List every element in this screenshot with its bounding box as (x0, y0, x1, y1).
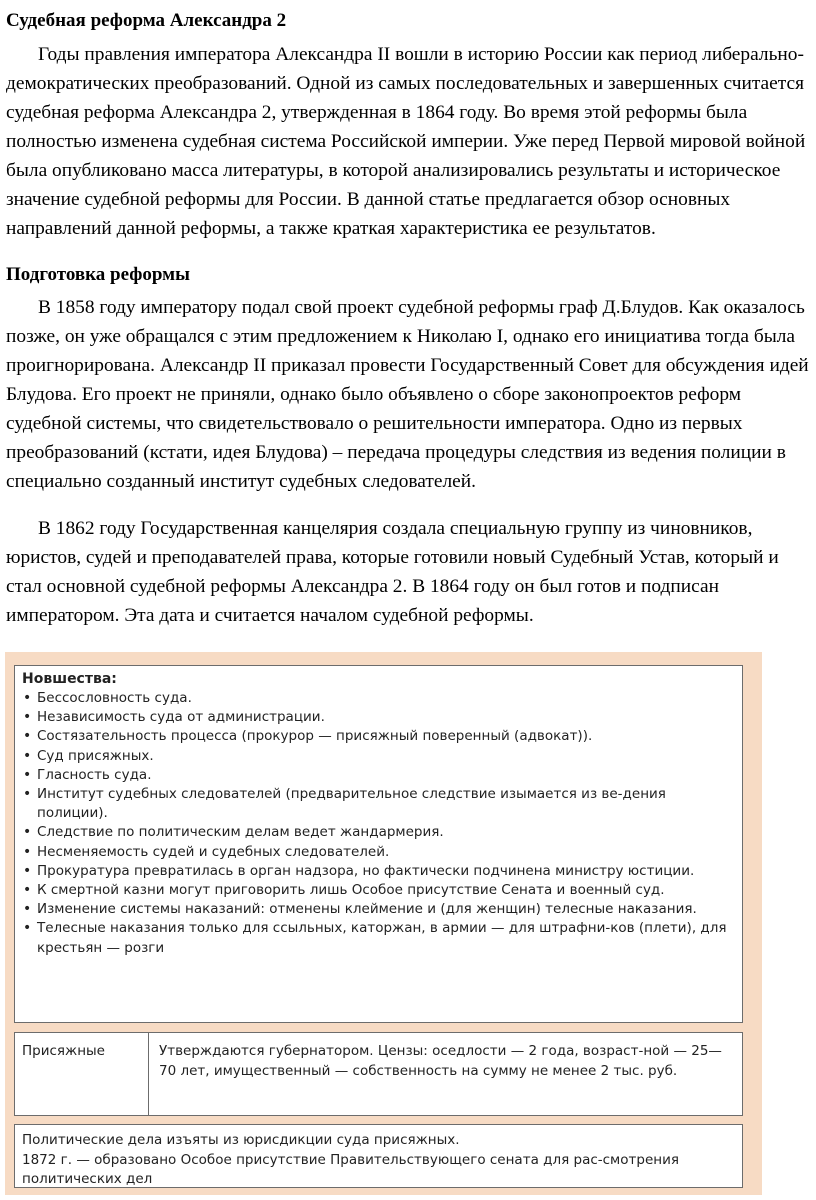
list-item: • Телесные наказания только для ссыльных, каторжан, в армии — для штрафни-ков (плети), для крестьян — розги (23, 919, 734, 957)
political-line-1: Политические дела изъяты из юрисдикции суда присяжных. (22, 1132, 460, 1148)
list-item: • Прокуратура превратилась в орган надзора, но фактически подчинена министру юстиции. (23, 862, 734, 881)
innovations-box (14, 665, 743, 1023)
list-item: • Состязательность процесса (прокурор — присяжный поверенный (адвокат)). (23, 727, 734, 746)
jurors-box (14, 1032, 743, 1116)
section-heading: Подготовка реформы (6, 264, 190, 285)
document-title: Судебная реформа Александра 2 (6, 10, 287, 31)
jurors-label: Присяжные (15, 1033, 149, 1115)
innovations-title: Новшества: (22, 671, 117, 687)
paragraph-1858: В 1858 году императору подал свой проект судебной реформы граф Д.Блудов. Как оказалось позже, он уже обращался с этим предложением к Николаю I, однако его инициатива тогда была проигнорирована. Александр II приказал провести Государственный Совет для обсуждения идей Блудова. Его проект не приняли, однако было объявлено о сборе законопроектов реформ судебной системы, что свидетельствовало о решительности императора. Одно из первых преобразований (кстати, идея Блудова) – передача процедуры следствия из ведения полиции в специально созданный институт судебных следователей. (6, 297, 809, 492)
list-item: • Несменяемость судей и судебных следователей. (23, 843, 734, 862)
intro-paragraph: Годы правления императора Александра II вошли в историю России как период либерально-демократических преобразований. Одной из самых последовательных и завершенных считается судебная реформа Александра 2, утвержденная в 1864 году. Во время этой реформы была полностью изменена судебная система Российской империи. Уже перед Первой мировой войной была опубликовано масса литературы, в которой анализировались результаты и историческое значение судебной реформы для России. В данной статье предлагается обзор основных направлений данной реформы, а также краткая характеристика ее результатов. (6, 44, 806, 239)
paragraph-1862: В 1862 году Государственная канцелярия создала специальную группу из чиновников, юристов, судей и преподавателей права, которые готовили новый Судебный Устав, который и стал основной судебной реформы Александра 2. В 1864 году он был готов и подписан императором. Эта дата и считается началом судебной реформы. (6, 518, 779, 626)
innovations-list (15, 689, 742, 958)
list-item: • Институт судебных следователей (предварительное следствие изымается из ве-дения полиции). (23, 785, 734, 823)
political-cases-box (14, 1124, 743, 1188)
list-item: • Независимость суда от администрации. (23, 708, 734, 727)
list-item: • Бессословность суда. (23, 689, 734, 708)
list-item: • Суд присяжных. (23, 747, 734, 766)
reform-summary-figure (5, 652, 762, 1195)
list-item: • Гласность суда. (23, 766, 734, 785)
jurors-text: Утверждаются губернатором. Цензы: оседлости — 2 года, возраст-ной — 25—70 лет, имущественный — собственность на сумму не менее 2 тыс. руб. (159, 1043, 722, 1079)
list-item: • К смертной казни могут приговорить лишь Особое присутствие Сената и военный суд. (23, 881, 734, 900)
list-item: • Изменение системы наказаний: отменены клеймение и (для женщин) телесные наказания. (23, 900, 734, 919)
list-item: • Следствие по политическим делам ведет жандармерия. (23, 823, 734, 842)
political-line-2: 1872 г. — образовано Особое присутствие Правительствующего сената для рас-смотрения политических дел (22, 1151, 679, 1187)
